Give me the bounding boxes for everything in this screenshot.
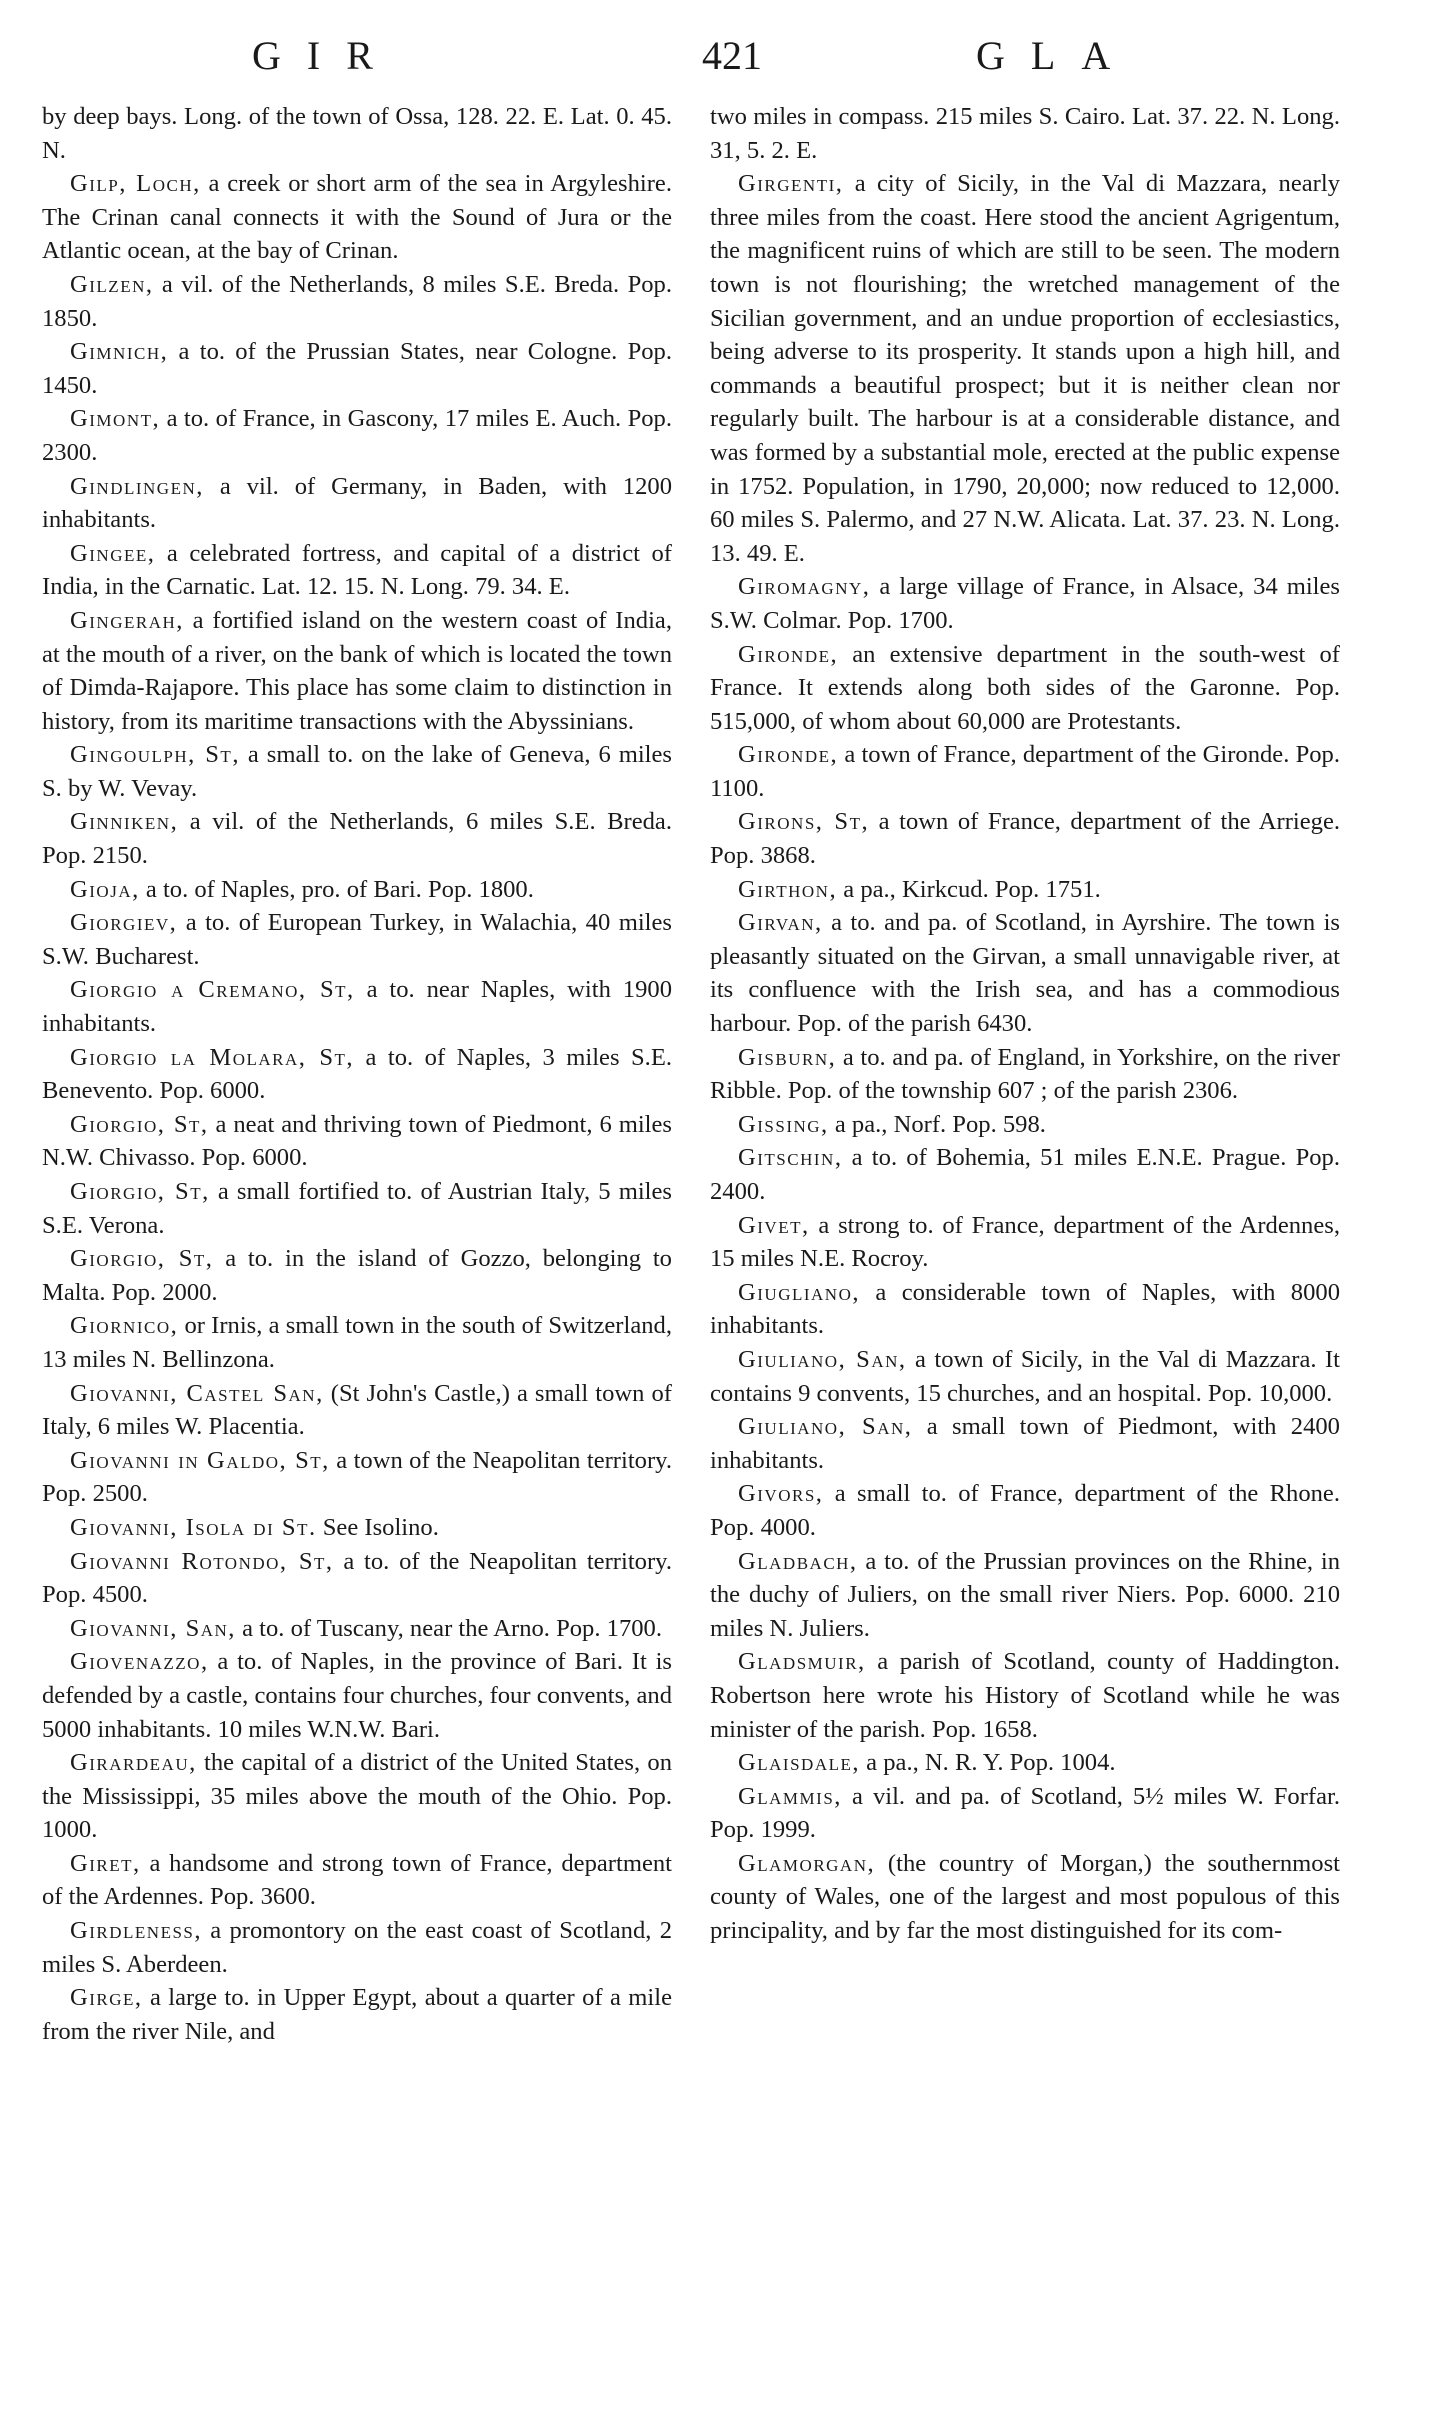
gazetteer-entry: [710, 906, 1340, 1040]
entry-text: an extensive department in the south-west of France. It extends along both sides of the Garonne. Pop. 515,000, of whom about 60,000 are Protestants.: [710, 640, 1340, 735]
entry-text: a promontory on the east coast of Scotland, 2 miles S. Aberdeen.: [42, 1917, 672, 1978]
entry-text: a town of Sicily, in the Val di Mazzara. It contains 9 convents, 15 churches, and an hospital. Pop. 10,000.: [710, 1345, 1340, 1407]
entry-headword: Giovanni, Isola di St.: [70, 1513, 317, 1541]
entry-text: a large village of France, in Alsace, 34 miles S.W. Colmar. Pop. 1700.: [710, 573, 1340, 634]
entry-headword: Gladbach,: [738, 1547, 858, 1575]
entry-headword: Giorgio a Cremano, St,: [70, 976, 355, 1004]
gazetteer-entry: [42, 100, 672, 167]
gazetteer-entry: [42, 1444, 672, 1511]
entry-headword: Gingoulph, St,: [70, 741, 240, 769]
entry-headword: Givors,: [738, 1480, 824, 1508]
gazetteer-entry: [42, 1242, 672, 1309]
entry-text: a large to. in Upper Egypt, about a quarter of a mile from the river Nile, and: [42, 1984, 672, 2045]
entry-headword: Gironde,: [738, 640, 839, 668]
gazetteer-entry: [42, 1612, 672, 1646]
gazetteer-entry: [710, 1108, 1340, 1142]
entry-headword: Giuliano, San,: [738, 1413, 913, 1441]
entry-text: a to. of Naples, in the province of Bari. It is defended by a castle, contains four churches, four convents, and 5000 inhabitants. 10 miles W.N.W. Bari.: [42, 1648, 672, 1743]
entry-headword: Giuliano, San,: [738, 1345, 907, 1373]
gazetteer-entry: [42, 738, 672, 805]
entry-text: a pa., Kirkcud. Pop. 1751.: [837, 875, 1101, 903]
entry-text: a town of the Neapolitan territory. Pop. 2500.: [42, 1446, 672, 1508]
gazetteer-entry: [710, 805, 1340, 872]
entry-headword: Giovanni, Castel San,: [70, 1379, 324, 1407]
running-header: [42, 32, 1394, 84]
entry-text: a considerable town of Naples, with 8000 inhabitants.: [710, 1278, 1340, 1340]
left-column: [42, 100, 672, 2048]
entry-headword: Girdleness,: [70, 1917, 203, 1945]
gazetteer-entry: [42, 1309, 672, 1376]
entry-headword: Girgenti,: [738, 170, 844, 198]
entry-text: a neat and thriving town of Piedmont, 6 miles N.W. Chivasso. Pop. 6000.: [42, 1110, 672, 1172]
entry-text: a to. of European Turkey, in Walachia, 40 miles S.W. Bucharest.: [42, 909, 672, 970]
entry-headword: Giorgio, St,: [70, 1245, 214, 1273]
gazetteer-entry: [710, 1209, 1340, 1276]
gazetteer-entry: [42, 1914, 672, 1981]
entry-text: (the country of Morgan,) the southernmost county of Wales, one of the largest and most populous of this principality, and by far the most distinguished for its com-: [710, 1849, 1340, 1945]
gazetteer-entry: [42, 906, 672, 973]
entry-headword: Gilp, Loch,: [70, 170, 201, 198]
gazetteer-entry: [710, 1746, 1340, 1780]
gazetteer-entry: [42, 604, 672, 738]
gazetteer-entry: [710, 1477, 1340, 1544]
entry-headword: Giugliano,: [738, 1278, 861, 1306]
gazetteer-entry: [42, 805, 672, 872]
entry-text: a town of France, department of the Arriege. Pop. 3868.: [710, 808, 1341, 870]
entry-text: a celebrated fortress, and capital of a district of India, in the Carnatic. Lat. 12. 15. N. Long. 79. 34. E.: [42, 539, 672, 601]
entry-text: a to. in the island of Gozzo, belonging to Malta. Pop. 2000.: [42, 1245, 672, 1306]
gazetteer-entry: [710, 1645, 1340, 1746]
entry-headword: Girthon,: [738, 875, 838, 903]
entry-text: a city of Sicily, in the Val di Mazzara, nearly three miles from the coast. Here stood the ancient Agrigentum, the magnificent ruins of which are still to be seen. The modern town is not flourishing; the wretched management of the Sicilian government, and an undue proportion of ecclesiastics, being adverse to its prosperity. It stands upon a high hill, and commands a beautiful prospect; but it is neither clean nor regularly built. The harbour is at a considerable distance, and was formed by a substantial mole, erected at the public expense in 1752. Population, in 1790, 20,000; now reduced to 12,000. 60 miles S. Palermo, and 27 N.W. Alicata. Lat. 37. 23. N. Long. 13. 49. E.: [710, 170, 1340, 567]
entry-headword: Giromagny,: [738, 573, 871, 601]
entry-text: a small to. on the lake of Geneva, 6 miles S. by W. Vevay.: [42, 741, 672, 802]
gazetteer-entry: [42, 1041, 672, 1108]
entry-text: a to. of the Neapolitan territory. Pop. 4500.: [42, 1547, 672, 1609]
entry-headword: Girge,: [70, 1984, 143, 2012]
gazetteer-entry: [42, 1108, 672, 1175]
entry-text: a to. of Naples, pro. of Bari. Pop. 1800.: [139, 875, 534, 903]
entry-headword: Giorgiev,: [70, 909, 178, 937]
entry-text: a small to. of France, department of the Rhone. Pop. 4000.: [710, 1480, 1340, 1541]
entry-headword: Giorgio, St,: [70, 1110, 209, 1138]
entry-headword: Ginniken,: [70, 808, 179, 836]
entry-text: a parish of Scotland, county of Haddington. Robertson here wrote his History of Scotland while he was minister of the parish. Pop. 1658.: [710, 1648, 1340, 1743]
entry-headword: Gironde,: [738, 741, 839, 769]
entry-text: a vil. and pa. of Scotland, 5½ miles W. Forfar. Pop. 1999.: [710, 1782, 1340, 1844]
entry-headword: Glamorgan,: [738, 1849, 876, 1877]
gazetteer-entry: [42, 1746, 672, 1847]
entry-headword: Gimnich,: [70, 338, 169, 366]
entry-text: a fortified island on the western coast of India, at the mouth of a river, on the bank of which is located the town of Dimda-Rajapore. This place has some claim to distinction in history, from its maritime transactions with the Abyssinians.: [42, 606, 672, 735]
entry-text: a to. of Bohemia, 51 miles E.N.E. Prague. Pop. 2400.: [710, 1144, 1340, 1205]
gazetteer-entry: [710, 1410, 1340, 1477]
entry-text: or Irnis, a small town in the south of Switzerland, 13 miles N. Bellinzona.: [42, 1312, 672, 1373]
entry-headword: Girardeau,: [70, 1749, 197, 1777]
right-column: [710, 100, 1340, 1948]
entry-headword: Gitschin,: [738, 1144, 843, 1172]
gazetteer-entry: [710, 1276, 1340, 1343]
entry-headword: Giornico,: [70, 1312, 179, 1340]
entry-headword: Giorgio la Molara, St,: [70, 1043, 355, 1071]
entry-headword: Girvan,: [738, 909, 823, 937]
gazetteer-entry: [710, 1780, 1340, 1847]
entry-headword: Giovenazzo,: [70, 1648, 209, 1676]
gazetteer-entry: [710, 1041, 1340, 1108]
entry-headword: Gisburn,: [738, 1043, 837, 1071]
entry-headword: Gingerah,: [70, 606, 184, 634]
gazetteer-entry: [42, 873, 672, 907]
gazetteer-entry: [710, 570, 1340, 637]
entry-text: a town of France, department of the Gironde. Pop. 1100.: [710, 741, 1340, 802]
entry-headword: Giovanni in Galdo, St,: [70, 1446, 330, 1474]
gazetteer-entry: [710, 1847, 1340, 1948]
entry-text: a to. and pa. of England, in Yorkshire, on the river Ribble. Pop. of the township 607 ; of the parish 2306.: [710, 1043, 1340, 1105]
entry-text: two miles in compass. 215 miles S. Cairo. Lat. 37. 22. N. Long. 31, 5. 2. E.: [710, 103, 1340, 164]
entry-text: a creek or short arm of the sea in Argyleshire. The Crinan canal connects it with the Sound of Jura or the Atlantic ocean, at the bay of Crinan.: [42, 170, 672, 265]
entry-text: a pa., Norf. Pop. 598.: [828, 1110, 1046, 1138]
entry-text: a to. of Tuscany, near the Arno. Pop. 1700.: [235, 1614, 662, 1642]
entry-headword: Glaisdale,: [738, 1749, 861, 1777]
entry-headword: Glammis,: [738, 1782, 842, 1810]
gazetteer-entry: [710, 638, 1340, 739]
gazetteer-entry: [42, 402, 672, 469]
page-number: 421: [702, 33, 762, 78]
entry-text: a small town of Piedmont, with 2400 inhabitants.: [710, 1413, 1340, 1474]
entry-text: a vil. of the Netherlands, 8 miles S.E. Breda. Pop. 1850.: [42, 270, 672, 332]
header-left-guide-word: GIR: [252, 33, 399, 78]
entry-text: by deep bays. Long. of the town of Ossa, 128. 22. E. Lat. 0. 45. N.: [42, 103, 672, 164]
entry-headword: Giovanni, San,: [70, 1614, 236, 1642]
gazetteer-entry: [42, 335, 672, 402]
entry-text: a to. near Naples, with 1900 inhabitants.: [42, 976, 672, 1038]
entry-text: a pa., N. R. Y. Pop. 1004.: [860, 1749, 1116, 1777]
gazetteer-entry: [710, 1545, 1340, 1646]
gazetteer-entry: [42, 268, 672, 335]
gazetteer-entry: [42, 1981, 672, 2048]
gazetteer-entry: [42, 1645, 672, 1746]
gazetteer-entry: [710, 100, 1340, 167]
gazetteer-entry: [42, 1175, 672, 1242]
entry-headword: Gindlingen,: [70, 472, 204, 500]
gazetteer-entry: [710, 1343, 1340, 1410]
entry-text: a to. of France, in Gascony, 17 miles E. Auch. Pop. 2300.: [42, 405, 672, 466]
entry-text: (St John's Castle,) a small town of Italy, 6 miles W. Placentia.: [42, 1379, 672, 1441]
entry-headword: Gioja,: [70, 875, 140, 903]
entry-headword: Gissing,: [738, 1110, 829, 1138]
entry-headword: Giret,: [70, 1849, 141, 1877]
gazetteer-entry: [42, 1847, 672, 1914]
entry-text: a to. of the Prussian provinces on the Rhine, in the duchy of Juliers, on the small river Niers. Pop. 6000. 210 miles N. Juliers.: [710, 1547, 1340, 1642]
entry-text: a vil. of Germany, in Baden, with 1200 inhabitants.: [42, 472, 672, 534]
gazetteer-entry: [710, 873, 1340, 907]
gazetteer-entry: [710, 167, 1340, 570]
entry-headword: Gilzen,: [70, 270, 154, 298]
entry-text: a handsome and strong town of France, department of the Ardennes. Pop. 3600.: [42, 1849, 672, 1911]
entry-headword: Giorgio, St,: [70, 1178, 210, 1205]
gazetteer-entry: [42, 1545, 672, 1612]
gazetteer-entry: [42, 973, 672, 1040]
gazetteer-entry: [42, 470, 672, 537]
gazetteer-entry: [42, 167, 672, 268]
entry-text: a vil. of the Netherlands, 6 miles S.E. Breda. Pop. 2150.: [42, 808, 672, 870]
entry-headword: Gingee,: [70, 539, 156, 567]
gazetteer-entry: [42, 1511, 672, 1545]
gazetteer-entry: [42, 537, 672, 604]
entry-headword: Gladsmuir,: [738, 1648, 866, 1676]
entry-text: the capital of a district of the United States, on the Mississippi, 35 miles above the mouth of the Ohio. Pop. 1000.: [42, 1749, 672, 1844]
gazetteer-entry: [42, 1377, 672, 1444]
entry-headword: Giovanni Rotondo, St,: [70, 1547, 334, 1575]
entry-headword: Givet,: [738, 1211, 810, 1239]
entry-text: a small fortified to. of Austrian Italy, 5 miles S.E. Verona.: [42, 1178, 672, 1239]
gazetteer-entry: [710, 738, 1340, 805]
entry-text: a to. of the Prussian States, near Cologne. Pop. 1450.: [42, 338, 672, 399]
header-right-guide-word: GLA: [976, 33, 1137, 78]
entry-text: a strong to. of France, department of the Ardennes, 15 miles N.E. Rocroy.: [710, 1211, 1340, 1273]
entry-text: a to. of Naples, 3 miles S.E. Benevento. Pop. 6000.: [42, 1043, 672, 1105]
entry-headword: Gimont,: [70, 405, 161, 433]
entry-text: See Isolino.: [316, 1513, 439, 1541]
entry-text: a to. and pa. of Scotland, in Ayrshire. The town is pleasantly situated on the Girvan, a small unnavigable river, at its confluence with the Irish sea, and has a commodious harbour. Pop. of the parish 6430.: [710, 909, 1340, 1038]
entry-headword: Girons, St,: [738, 808, 870, 836]
gazetteer-entry: [710, 1141, 1340, 1208]
